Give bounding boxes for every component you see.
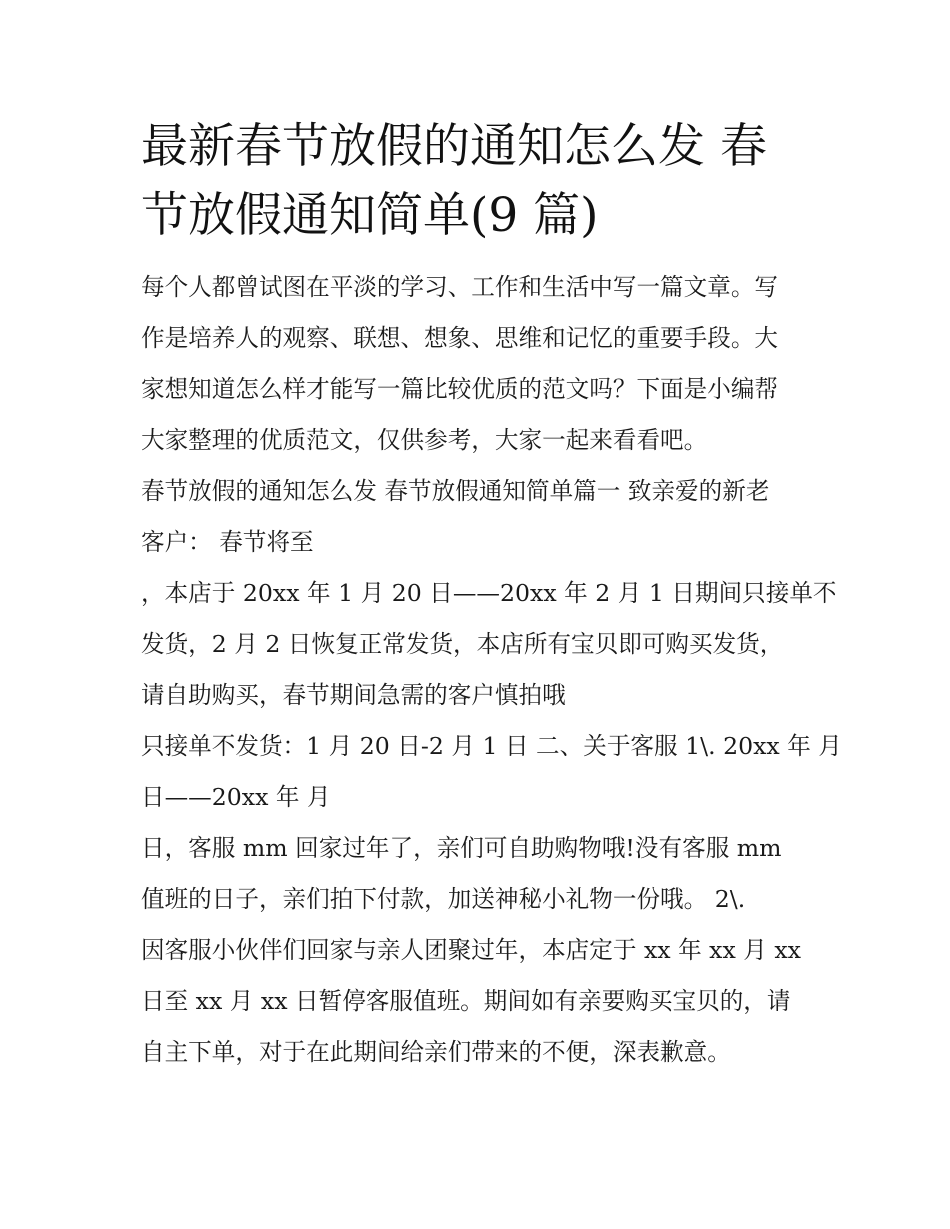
text-line: 请自助购买，春节期间急需的客户慎拍哦: [141, 681, 566, 709]
notice-heading-paragraph: [141, 466, 813, 568]
text-line: 日至 xx 月 xx 日暂停客服值班。期间如有亲要购买宝贝的，请: [141, 987, 791, 1015]
title-line: 最新春节放假的通知怎么发 春: [141, 119, 767, 174]
text-line: 发货，2 月 2 日恢复正常发货，本店所有宝贝即可购买发货，: [141, 630, 784, 658]
text-line: 春节放假的通知怎么发 春节放假通知简单篇一 致亲爱的新老: [141, 477, 770, 505]
text-line: 日——20xx 年 月: [141, 783, 331, 811]
text-line: 只接单不发货：1 月 20 日-2 月 1 日 二、关于客服 1\. 20xx 年 月: [141, 732, 842, 760]
intro-paragraph: [141, 262, 813, 466]
customer-service-paragraph: [141, 823, 813, 1078]
text-line: 每个人都曾试图在平淡的学习、工作和生活中写一篇文章。写: [141, 273, 779, 301]
document-title: [141, 112, 813, 250]
text-line: 作是培养人的观察、联想、想象、思维和记忆的重要手段。大: [141, 324, 779, 352]
schedule-paragraph: [141, 721, 842, 823]
text-line: 因客服小伙伴们回家与亲人团聚过年，本店定于 xx 年 xx 月 xx: [141, 936, 801, 964]
document-page: [141, 112, 842, 1078]
text-line: 值班的日子，亲们拍下付款，加送神秘小礼物一份哦。 2\.: [141, 885, 746, 913]
text-line: 日，客服 mm 回家过年了，亲们可自助购物哦!没有客服 mm: [141, 834, 782, 862]
text-line: 客户： 春节将至: [141, 528, 314, 556]
shipping-paragraph: [141, 568, 837, 721]
text-line: ，本店于 20xx 年 1 月 20 日——20xx 年 2 月 1 日期间只接单不: [141, 579, 837, 607]
text-line: 家想知道怎么样才能写一篇比较优质的范文吗？下面是小编帮: [141, 375, 779, 403]
text-line: 自主下单，对于在此期间给亲们带来的不便，深表歉意。: [141, 1038, 731, 1066]
title-line: 节放假通知简单(9 篇): [141, 188, 599, 243]
text-line: 大家整理的优质范文，仅供参考，大家一起来看看吧。: [141, 426, 708, 454]
